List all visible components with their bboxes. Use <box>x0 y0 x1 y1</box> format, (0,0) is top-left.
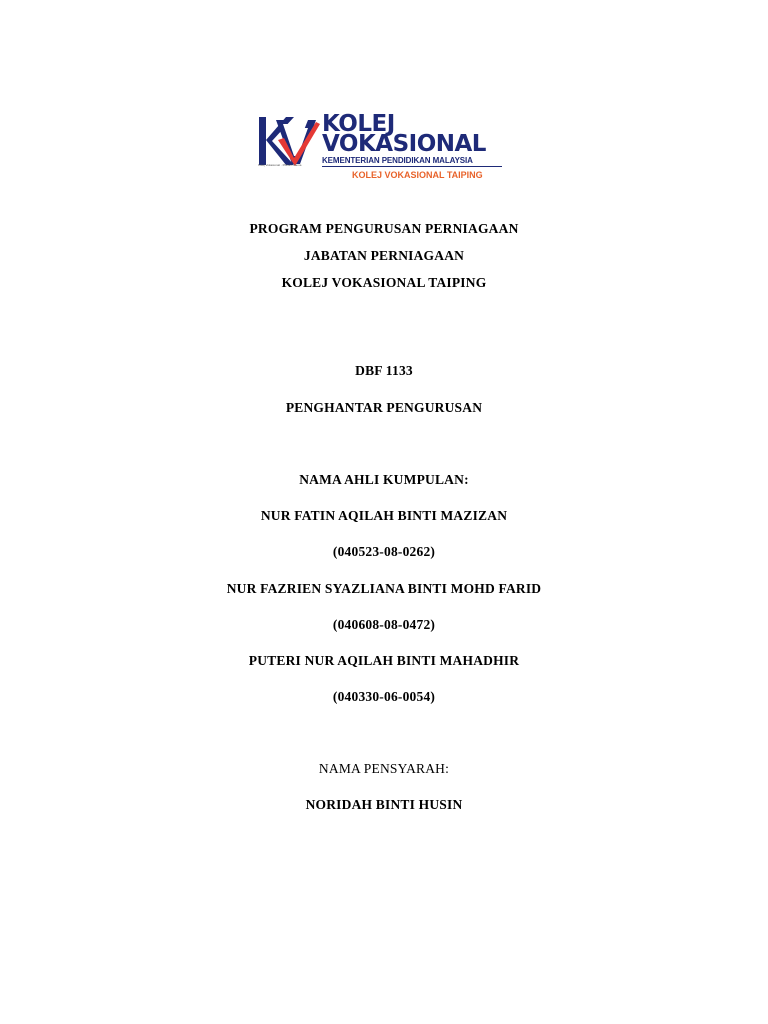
member-name: NUR FAZRIEN SYAZLIANA BINTI MOHD FARID <box>226 581 542 596</box>
college-logo <box>256 112 506 184</box>
member-id: (040608-08-0472) <box>332 617 436 632</box>
kv-emblem-icon <box>256 114 322 170</box>
lecturer-heading: NAMA PENSYARAH: <box>318 761 450 776</box>
logo-line-vokasional: VOKASIONAL <box>322 131 486 157</box>
member-id: (040523-08-0262) <box>332 544 436 559</box>
member-id: (040330-06-0054) <box>332 689 436 704</box>
logo-wordmark <box>322 112 506 184</box>
members-heading: NAMA AHLI KUMPULAN: <box>299 472 469 487</box>
lecturer-name: NORIDAH BINTI HUSIN <box>305 797 463 812</box>
logo-ministry: KEMENTERIAN PENDIDIKAN MALAYSIA <box>322 156 473 165</box>
course-code: DBF 1133 <box>355 363 413 378</box>
department-title: JABATAN PERNIAGAAN <box>303 248 465 263</box>
logo-campus: KOLEJ VOKASIONAL TAIPING <box>352 170 483 180</box>
program-title: PROGRAM PENGURUSAN PERNIAGAAN <box>249 221 519 236</box>
college-title: KOLEJ VOKASIONAL TAIPING <box>281 275 487 290</box>
logo-divider <box>322 166 502 167</box>
course-name: PENGHANTAR PENGURUSAN <box>285 400 483 415</box>
member-name: NUR FATIN AQILAH BINTI MAZIZAN <box>260 508 508 523</box>
member-name: PUTERI NUR AQILAH BINTI MAHADHIR <box>248 653 520 668</box>
logo-tagline: Kolej Vokasional · Pilihan Utama <box>258 163 302 167</box>
logo-line-kolej: KOLEJ <box>322 111 395 137</box>
